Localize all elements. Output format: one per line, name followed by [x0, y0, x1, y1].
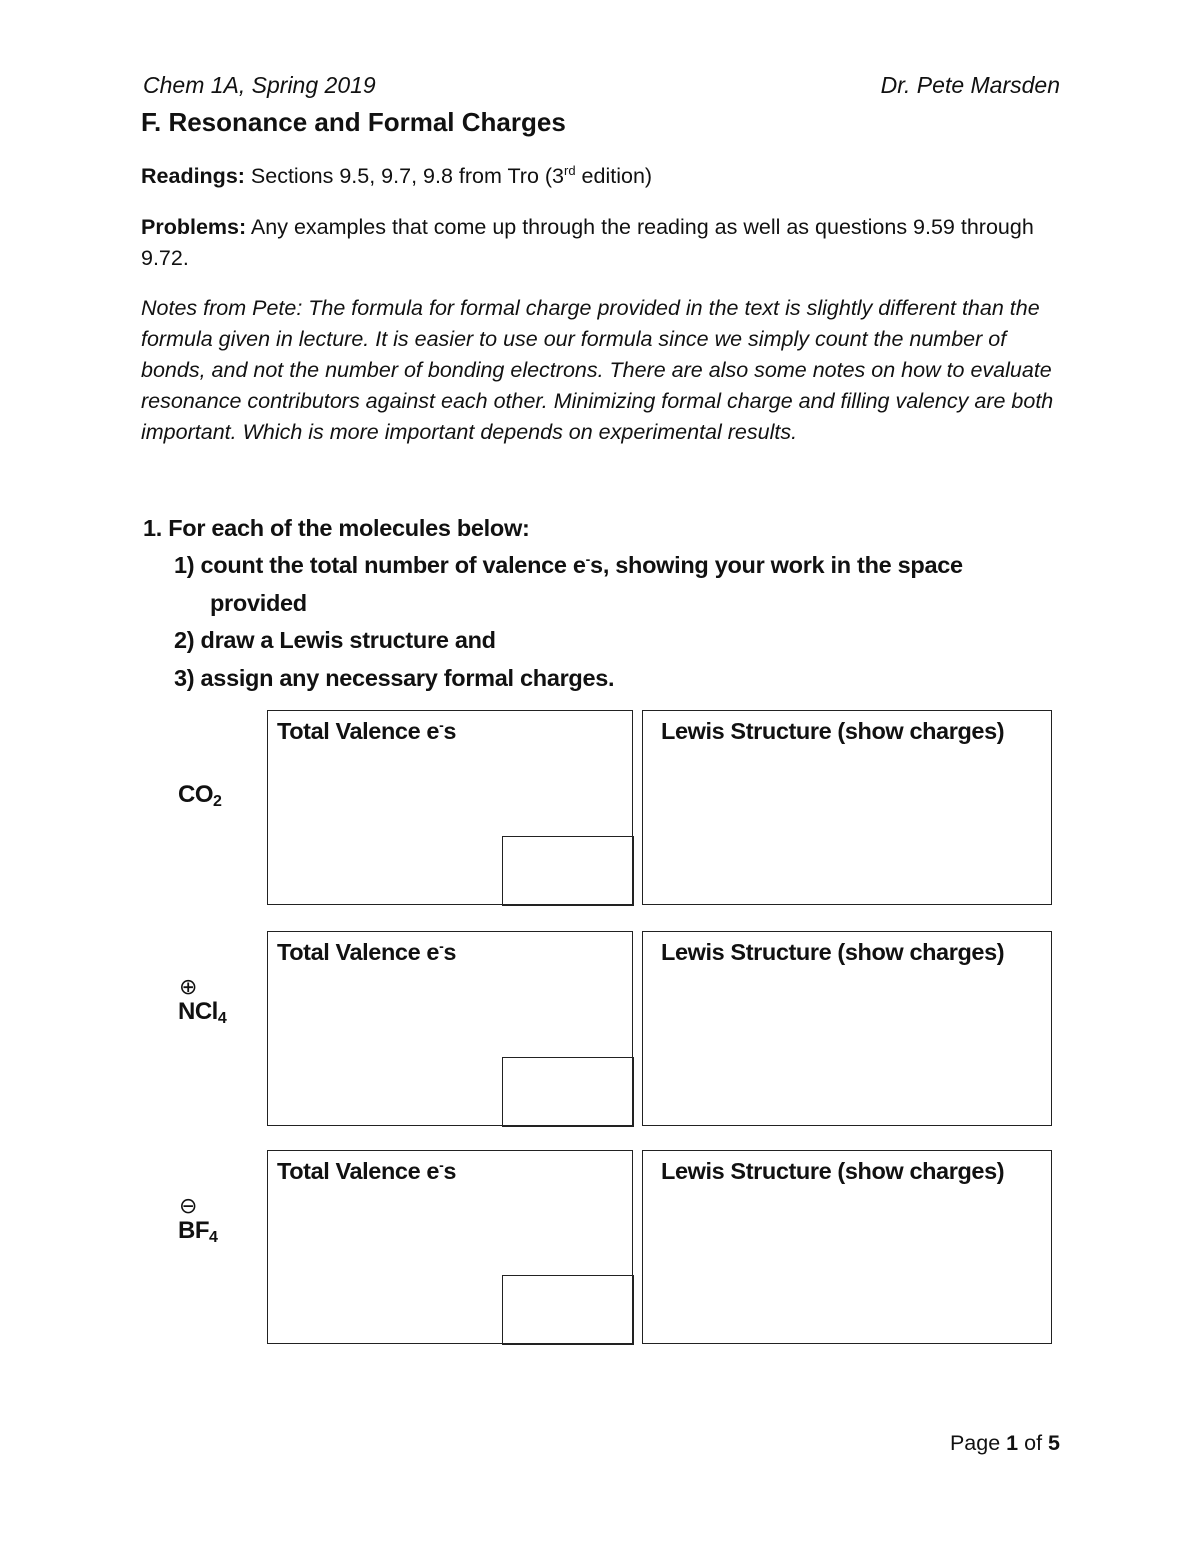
problems-label: Problems:: [141, 215, 247, 239]
question-step-3: 3) assign any necessary formal charges.: [174, 664, 615, 691]
negative-charge-icon: ⊖: [179, 1193, 197, 1218]
lewis-box-label: Lewis Structure (show charges): [661, 939, 1005, 965]
lewis-box-label: Lewis Structure (show charges): [661, 718, 1005, 744]
lewis-box[interactable]: [642, 1150, 1052, 1344]
readings-paragraph: [141, 161, 1066, 192]
valence-box[interactable]: [267, 931, 633, 1126]
answer-box[interactable]: [502, 1275, 634, 1345]
lewis-box-label: Lewis Structure (show charges): [661, 1158, 1005, 1184]
step-1-sup: -: [585, 551, 591, 567]
valence-box[interactable]: [267, 1150, 633, 1344]
notes-paragraph: Notes from Pete: The formula for formal charge provided in the text is slightly different than the formula given in lecture. It is easier to use our formula since we simply count the number of bonds, and not the number of bonding electrons. There are also some notes on how to evaluate resonance contributors against each other. Minimizing formal charge and filling valency are both important. Which is more important depends on experimental results.: [141, 296, 1054, 444]
question-step-2: 2) draw a Lewis structure and: [174, 627, 496, 653]
question-steps: [174, 547, 1054, 697]
molecule-subscript: 4: [209, 1229, 218, 1246]
molecule-co2: [178, 781, 221, 809]
molecule-ncl4: [178, 976, 226, 1026]
section-title: F. Resonance and Formal Charges: [141, 107, 566, 137]
molecule-formula: NCl: [178, 998, 218, 1025]
readings-sup: rd: [564, 163, 576, 178]
problems-text: Any examples that come up through the reading as well as questions 9.59 through 9.72.: [141, 215, 1034, 270]
answer-box[interactable]: [502, 1057, 634, 1127]
page-footer: [950, 1429, 1060, 1457]
molecule-formula: CO: [178, 781, 213, 808]
valence-box-label: Total Valence e-s: [277, 1157, 456, 1184]
valence-box-label: Total Valence e-s: [277, 717, 456, 744]
problems-paragraph: [141, 212, 1066, 274]
page-word: Page: [949, 1431, 1001, 1455]
lewis-box[interactable]: [642, 931, 1052, 1126]
lewis-box[interactable]: [642, 710, 1052, 905]
question-step-1: [174, 547, 1054, 622]
step-1-suffix: s, showing your work in the space provided: [210, 552, 963, 616]
molecule-bf4: [178, 1195, 217, 1245]
readings-label: Readings:: [141, 164, 245, 188]
valence-box[interactable]: [267, 710, 633, 905]
readings-text-after: edition): [575, 164, 653, 188]
page-total: 5: [1048, 1431, 1060, 1455]
molecule-formula: BF: [178, 1217, 209, 1244]
positive-charge-icon: ⊕: [179, 974, 197, 999]
instructor-header: Dr. Pete Marsden: [880, 72, 1060, 98]
molecule-subscript: 2: [213, 793, 222, 810]
of-word: of: [1024, 1431, 1043, 1455]
step-1-prefix: 1) count the total number of valence e: [174, 552, 586, 578]
answer-box[interactable]: [502, 836, 634, 906]
page-number: 1: [1006, 1431, 1019, 1455]
question-heading: 1. For each of the molecules below:: [143, 515, 530, 541]
molecule-subscript: 4: [217, 1010, 227, 1027]
course-header: Chem 1A, Spring 2019: [143, 72, 376, 98]
valence-box-label: Total Valence e-s: [277, 938, 456, 965]
readings-text: Sections 9.5, 9.7, 9.8 from Tro (3: [244, 164, 565, 188]
